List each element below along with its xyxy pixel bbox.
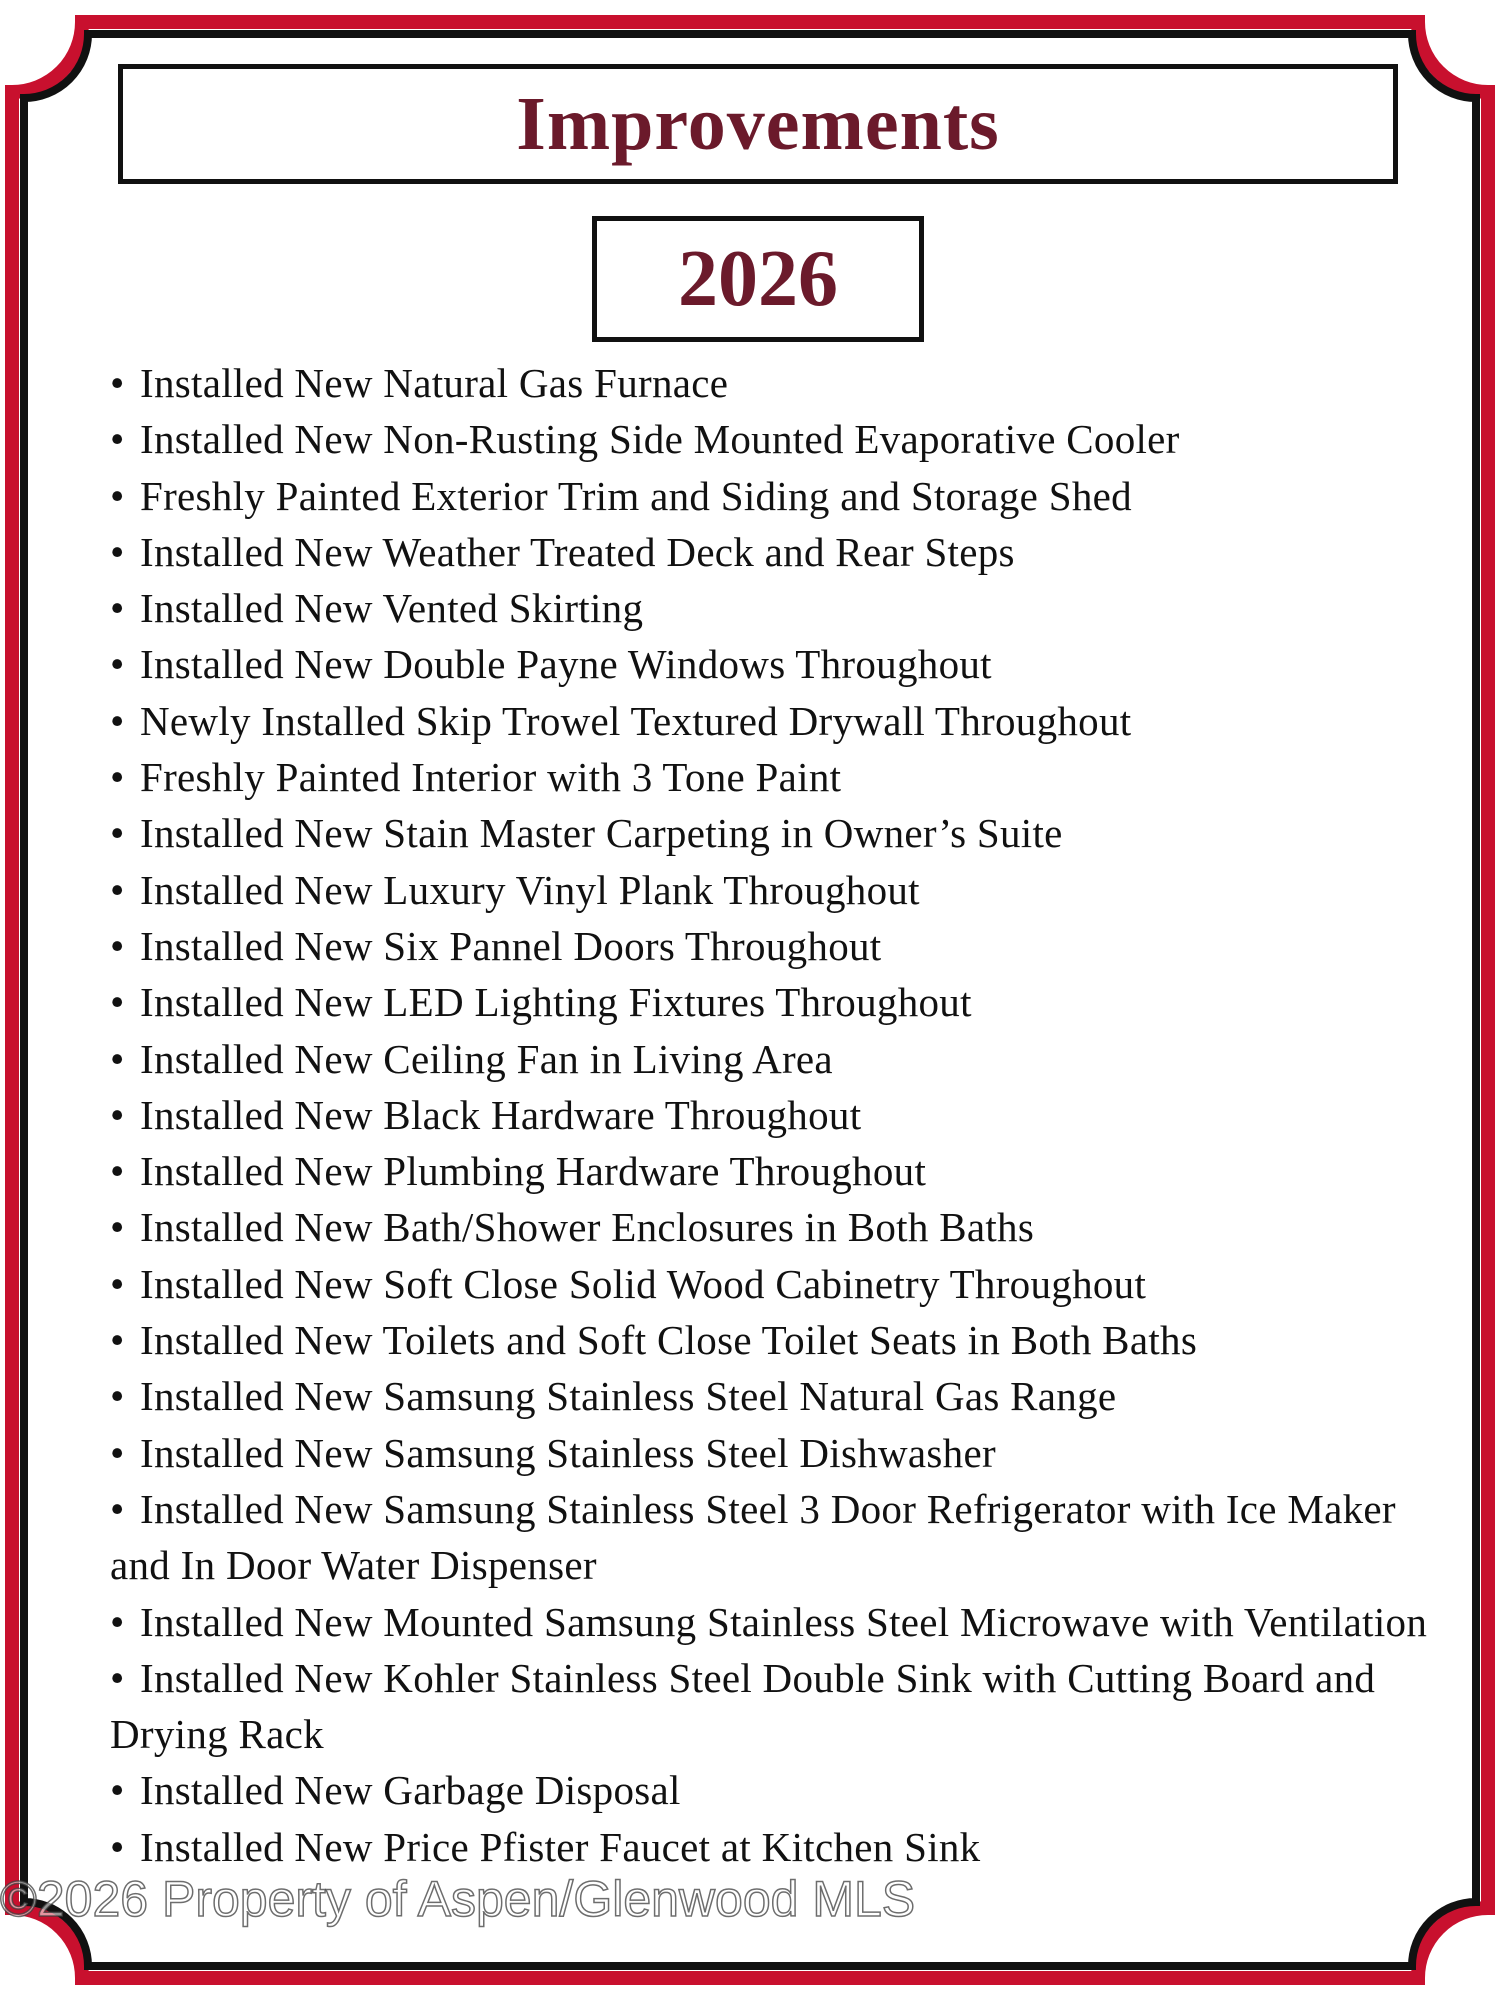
list-item (110, 805, 1430, 861)
list-item-text: Installed New Weather Treated Deck and Rear Steps (140, 528, 1015, 575)
bullet-icon: • (110, 1260, 125, 1307)
list-item-text: Installed New Price Pfister Faucet at Kitchen Sink (140, 1823, 981, 1870)
list-item (110, 411, 1430, 467)
bullet-icon: • (110, 1429, 125, 1476)
list-item-text: Installed New Non-Rusting Side Mounted Evaporative Cooler (140, 416, 1180, 463)
list-item-text: Installed New Mounted Samsung Stainless Steel Microwave with Ventilation (140, 1598, 1428, 1645)
list-item-text: Newly Installed Skip Trowel Textured Drywall Throughout (140, 697, 1132, 744)
list-item (110, 693, 1430, 749)
list-item-text: Installed New Double Payne Windows Throughout (140, 641, 992, 688)
list-item (110, 355, 1430, 411)
bullet-icon: • (110, 1767, 125, 1814)
bullet-icon: • (110, 1204, 125, 1251)
list-item-text: Freshly Painted Interior with 3 Tone Paint (140, 754, 842, 801)
list-item (110, 1087, 1430, 1143)
list-item-text: Installed New Black Hardware Throughout (140, 1091, 862, 1138)
list-item (110, 1199, 1430, 1255)
bullet-icon: • (110, 472, 125, 519)
list-item-text: Freshly Painted Exterior Trim and Siding and Storage Shed (140, 472, 1132, 519)
year-box (592, 216, 924, 342)
bullet-icon: • (110, 922, 125, 969)
bullet-icon: • (110, 1091, 125, 1138)
list-item (110, 468, 1430, 524)
bullet-icon: • (110, 528, 125, 575)
list-item-text: Installed New Six Pannel Doors Throughout (140, 922, 882, 969)
list-item (110, 1762, 1430, 1818)
bullet-icon: • (110, 810, 125, 857)
list-item (110, 862, 1430, 918)
bullet-icon: • (110, 360, 125, 406)
list-item-text: Installed New Samsung Stainless Steel 3 Door Refrigerator with Ice Maker and In Door Water Dispenser (110, 1485, 1396, 1589)
list-item (110, 1425, 1430, 1481)
list-item (110, 918, 1430, 974)
bullet-icon: • (110, 697, 125, 744)
bullet-icon: • (110, 1823, 125, 1870)
list-item (110, 1819, 1430, 1875)
bullet-icon: • (110, 585, 125, 632)
list-item (110, 1031, 1430, 1087)
list-item (110, 580, 1430, 636)
list-item (110, 1368, 1430, 1424)
list-item (110, 1312, 1430, 1368)
list-item (110, 1256, 1430, 1312)
list-item (110, 749, 1430, 805)
list-item-text: Installed New Luxury Vinyl Plank Throughout (140, 866, 920, 913)
bullet-icon: • (110, 1035, 125, 1082)
bullet-icon: • (110, 754, 125, 801)
title-box (118, 64, 1398, 184)
list-item (110, 524, 1430, 580)
list-item-text: Installed New Natural Gas Furnace (140, 360, 729, 406)
list-item-text: Installed New Soft Close Solid Wood Cabinetry Throughout (140, 1260, 1147, 1307)
list-item-text: Installed New Samsung Stainless Steel Dishwasher (140, 1429, 996, 1476)
bullet-icon: • (110, 1373, 125, 1420)
year-label: 2026 (678, 234, 838, 323)
bullet-icon: • (110, 1485, 125, 1532)
bullet-icon: • (110, 866, 125, 913)
bullet-icon: • (110, 641, 125, 688)
copyright-watermark: ©2026 Property of Aspen/Glenwood MLS (0, 1871, 916, 1927)
bullet-icon: • (110, 1598, 125, 1645)
list-item-text: Installed New Ceiling Fan in Living Area (140, 1035, 833, 1082)
list-item-text: Installed New Plumbing Hardware Throughout (140, 1148, 927, 1195)
bullet-icon: • (110, 1148, 125, 1195)
list-item (110, 636, 1430, 692)
bullet-icon: • (110, 979, 125, 1026)
bullet-icon: • (110, 1317, 125, 1364)
list-item (110, 1650, 1430, 1763)
list-item-text: Installed New Garbage Disposal (140, 1767, 681, 1814)
list-item-text: Installed New Vented Skirting (140, 585, 644, 632)
list-item-text: Installed New Toilets and Soft Close Toilet Seats in Both Baths (140, 1317, 1198, 1364)
list-item-text: Installed New LED Lighting Fixtures Throughout (140, 979, 972, 1026)
bullet-icon: • (110, 416, 125, 463)
list-item-text: Installed New Bath/Shower Enclosures in Both Baths (140, 1204, 1035, 1251)
list-item (110, 974, 1430, 1030)
page-title: Improvements (516, 81, 1000, 166)
bullet-icon: • (110, 1654, 125, 1701)
list-item-text: Installed New Samsung Stainless Steel Natural Gas Range (140, 1373, 1117, 1420)
list-item (110, 1481, 1430, 1594)
list-item-text: Installed New Stain Master Carpeting in Owner’s Suite (140, 810, 1063, 857)
list-item (110, 1594, 1430, 1650)
improvements-list (110, 355, 1430, 1875)
list-item (110, 1143, 1430, 1199)
list-item-text: Installed New Kohler Stainless Steel Double Sink with Cutting Board and Drying Rack (110, 1654, 1376, 1758)
